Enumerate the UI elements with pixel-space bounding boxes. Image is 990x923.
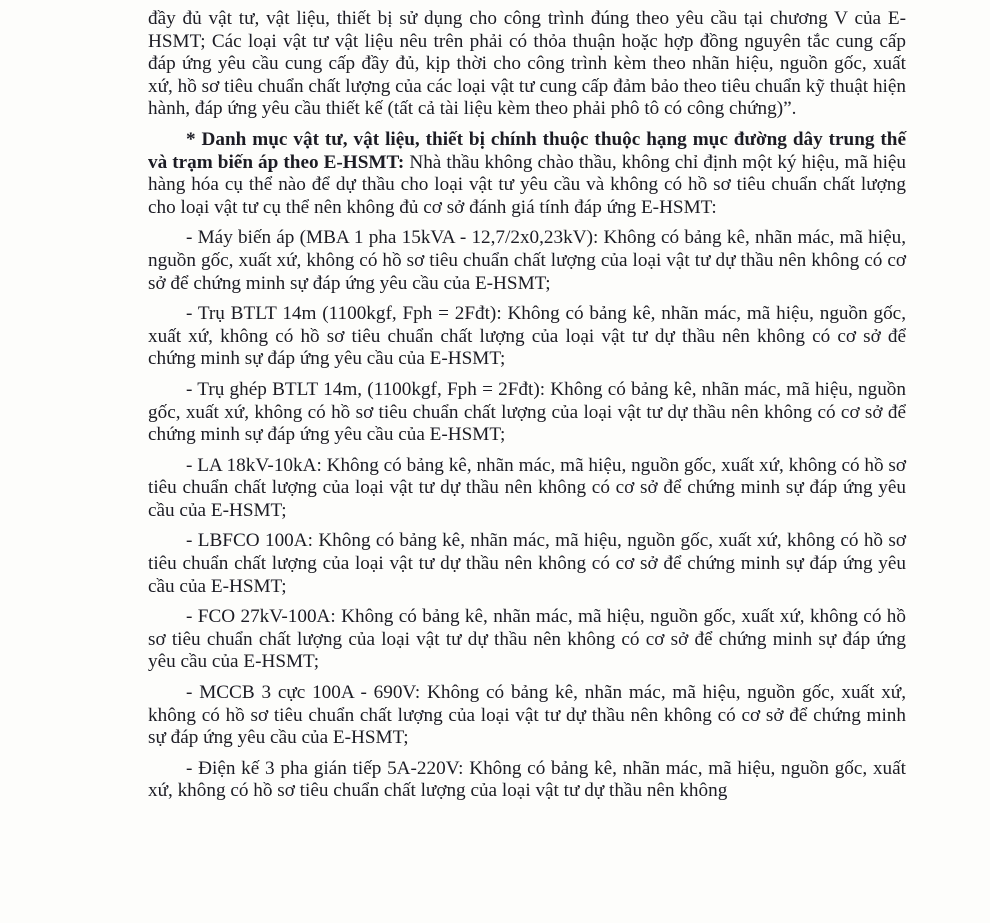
item-electric-meter: - Điện kế 3 pha gián tiếp 5A-220V: Không có bảng kê, nhãn mác, mã hiệu, nguồn gốc, xuất xứ, không có hồ sơ tiêu chuẩn chất lượng của loại vật tư dự thầu nên không: [148, 757, 906, 802]
item-concrete-pole: - Trụ BTLT 14m (1100kgf, Fph = 2Fđt): Không có bảng kê, nhãn mác, mã hiệu, nguồn gốc, xuất xứ, không có hồ sơ tiêu chuẩn chất lượng của loại vật tư dự thầu nên không có cơ sở để chứng minh sự đáp ứng yêu cầu của E-HSMT;: [148, 303, 906, 370]
materials-heading-text: Nhà thầu không chào thầu, không chỉ định một ký hiệu, mã hiệu hàng hóa cụ thể nào để dự thầu cho loại vật tư yêu cầu và không có hồ sơ tiêu chuẩn chất lượng cho loại vật tư cụ thể nên không đủ cơ sở đánh giá tính đáp ứng E-HSMT:: [148, 151, 907, 218]
item-mccb: - MCCB 3 cực 100A - 690V: Không có bảng kê, nhãn mác, mã hiệu, nguồn gốc, xuất xứ, không có hồ sơ tiêu chuẩn chất lượng của loại vật tư dự thầu nên không có cơ sở để chứng minh sự đáp ứng yêu cầu của E-HSMT;: [148, 682, 906, 749]
item-lightning-arrester: - LA 18kV-10kA: Không có bảng kê, nhãn mác, mã hiệu, nguồn gốc, xuất xứ, không có hồ sơ tiêu chuẩn chất lượng của loại vật tư dự thầu nên không có cơ sở để chứng minh sự đáp ứng yêu cầu của E-HSMT;: [148, 454, 906, 521]
materials-heading-title: * Danh mục vật tư, vật liệu, thiết bị chính thuộc thuộc hạng mục đường dây trung thế và trạm biến áp theo E-HSMT:: [148, 128, 906, 173]
item-fco: - FCO 27kV-100A: Không có bảng kê, nhãn mác, mã hiệu, nguồn gốc, xuất xứ, không có hồ sơ tiêu chuẩn chất lượng của loại vật tư dự thầu nên không có cơ sở để chứng minh sự đáp ứng yêu cầu của E-HSMT;: [148, 606, 906, 673]
document-body: [148, 8, 906, 811]
intro-paragraph: đầy đủ vật tư, vật liệu, thiết bị sử dụng cho công trình đúng theo yêu cầu tại chương V của E-HSMT; Các loại vật tư vật liệu nêu trên phải có thỏa thuận hoặc hợp đồng nguyên tắc cung cấp đáp ứng yêu cầu cung cấp đầy đủ, kịp thời cho công trình kèm theo nhãn hiệu, nguồn gốc, xuất xứ, hồ sơ tiêu chuẩn chất lượng của các loại vật tư cung cấp đảm bảo theo tiêu chuẩn kỹ thuật hiện hành, đáp ứng yêu cầu thiết kế (tất cả tài liệu kèm theo phải phô tô có công chứng)”.: [148, 8, 906, 120]
item-lbfco: - LBFCO 100A: Không có bảng kê, nhãn mác, mã hiệu, nguồn gốc, xuất xứ, không có hồ sơ tiêu chuẩn chất lượng của loại vật tư dự thầu nên không có cơ sở để chứng minh sự đáp ứng yêu cầu của E-HSMT;: [148, 530, 906, 597]
item-transformer: - Máy biến áp (MBA 1 pha 15kVA - 12,7/2x0,23kV): Không có bảng kê, nhãn mác, mã hiệu, nguồn gốc, xuất xứ, không có hồ sơ tiêu chuẩn chất lượng của loại vật tư dự thầu nên không có cơ sở để chứng minh sự đáp ứng yêu cầu của E-HSMT;: [148, 227, 906, 294]
materials-heading-paragraph: [148, 129, 906, 219]
item-spliced-concrete-pole: - Trụ ghép BTLT 14m, (1100kgf, Fph = 2Fđt): Không có bảng kê, nhãn mác, mã hiệu, nguồn gốc, xuất xứ, không có hồ sơ tiêu chuẩn chất lượng của loại vật tư dự thầu nên không có cơ sở để chứng minh sự đáp ứng yêu cầu của E-HSMT;: [148, 378, 906, 446]
